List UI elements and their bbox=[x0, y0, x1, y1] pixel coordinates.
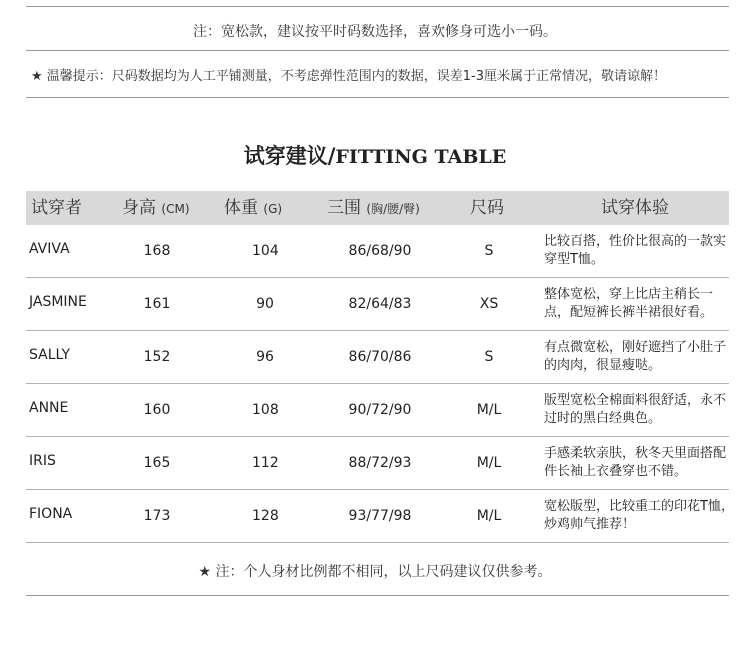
tester-weight: 104 bbox=[252, 243, 279, 259]
header-size: 尺码 bbox=[470, 198, 504, 218]
tester-measurements: 90/72/90 bbox=[348, 402, 412, 418]
tester-name: SALLY bbox=[29, 347, 71, 363]
header-weight bbox=[224, 191, 282, 225]
warning-divider bbox=[26, 97, 729, 98]
header-tester: 试穿者 bbox=[31, 198, 82, 218]
header-height bbox=[122, 191, 190, 225]
tester-size: M/L bbox=[476, 402, 502, 418]
tester-measurements: 86/68/90 bbox=[348, 243, 412, 259]
tester-name: IRIS bbox=[29, 453, 56, 469]
tester-measurements: 82/64/83 bbox=[348, 296, 412, 312]
title-chinese: 试穿建议/ bbox=[243, 144, 336, 168]
tester-name: AVIVA bbox=[29, 241, 70, 257]
table-row bbox=[26, 490, 734, 543]
table-row bbox=[26, 225, 729, 278]
tester-size: XS bbox=[479, 296, 499, 312]
tester-weight: 128 bbox=[252, 508, 279, 524]
page-title bbox=[0, 140, 750, 170]
header-bust-label: 三围 bbox=[327, 198, 361, 218]
tester-height: 165 bbox=[143, 455, 171, 471]
tester-experience: 整体宽松，穿上比店主稍长一点，配短裤长裤半裙很好看。 bbox=[544, 287, 714, 320]
tester-name: ANNE bbox=[29, 400, 69, 416]
tester-experience: 有点微宽松，刚好遮挡了小肚子的肉肉，很显瘦哒。 bbox=[544, 340, 727, 373]
tester-experience: 版型宽松全棉面料很舒适，永不过时的黑白经典色。 bbox=[544, 393, 727, 426]
tester-size: M/L bbox=[476, 455, 502, 471]
tester-measurements: 86/70/86 bbox=[348, 349, 412, 365]
tester-name: FIONA bbox=[29, 506, 73, 522]
header-bust bbox=[327, 191, 420, 225]
tester-name: JASMINE bbox=[29, 294, 87, 310]
bottom-divider bbox=[26, 595, 729, 596]
table-row bbox=[26, 384, 729, 437]
tester-size: M/L bbox=[476, 508, 502, 524]
tester-height: 160 bbox=[143, 402, 171, 418]
header-bust-unit: (胸/腰/臀) bbox=[366, 202, 420, 216]
tester-height: 168 bbox=[143, 243, 171, 259]
tester-weight: 90 bbox=[256, 296, 274, 312]
header-weight-unit: (G) bbox=[263, 202, 283, 216]
table-header bbox=[26, 191, 729, 225]
tester-experience: 手感柔软亲肤，秋冬天里面搭配件长袖上衣叠穿也不错。 bbox=[544, 446, 727, 479]
tester-measurements: 88/72/93 bbox=[348, 455, 412, 471]
note-divider bbox=[26, 50, 729, 51]
header-height-unit: (CM) bbox=[161, 202, 190, 216]
tester-measurements: 93/77/98 bbox=[348, 508, 412, 524]
tester-height: 152 bbox=[143, 349, 171, 365]
tester-height: 161 bbox=[143, 296, 171, 312]
tester-weight: 112 bbox=[252, 455, 279, 471]
table-row bbox=[26, 437, 729, 490]
table-row bbox=[26, 278, 729, 331]
tester-weight: 96 bbox=[256, 349, 274, 365]
table-row bbox=[26, 331, 729, 384]
header-height-label: 身高 bbox=[122, 198, 156, 218]
measurement-warning: ★ 温馨提示：尺码数据均为人工平铺测量，不考虑弹性范围内的数据，误差1-3厘米属于正常情况，敬请谅解！ bbox=[31, 69, 667, 84]
header-experience: 试穿体验 bbox=[601, 198, 669, 218]
tester-experience: 比较百搭，性价比很高的一款实穿型T恤。 bbox=[544, 234, 727, 267]
tester-height: 173 bbox=[143, 508, 171, 524]
top-divider bbox=[26, 6, 729, 7]
tester-weight: 108 bbox=[252, 402, 279, 418]
title-english: FITTING TABLE bbox=[335, 146, 507, 168]
tester-size: S bbox=[484, 243, 494, 259]
header-weight-label: 体重 bbox=[224, 198, 258, 218]
disclaimer-note: ★ 注：个人身材比例都不相同，以上尺码建议仅供参考。 bbox=[198, 564, 552, 580]
tester-experience: 宽松版型，比较重工的印花T恤，炒鸡帅气推荐！ bbox=[544, 499, 734, 532]
fit-note: 注：宽松款，建议按平时码数选择，喜欢修身可选小一码。 bbox=[193, 24, 557, 40]
tester-size: S bbox=[484, 349, 494, 365]
